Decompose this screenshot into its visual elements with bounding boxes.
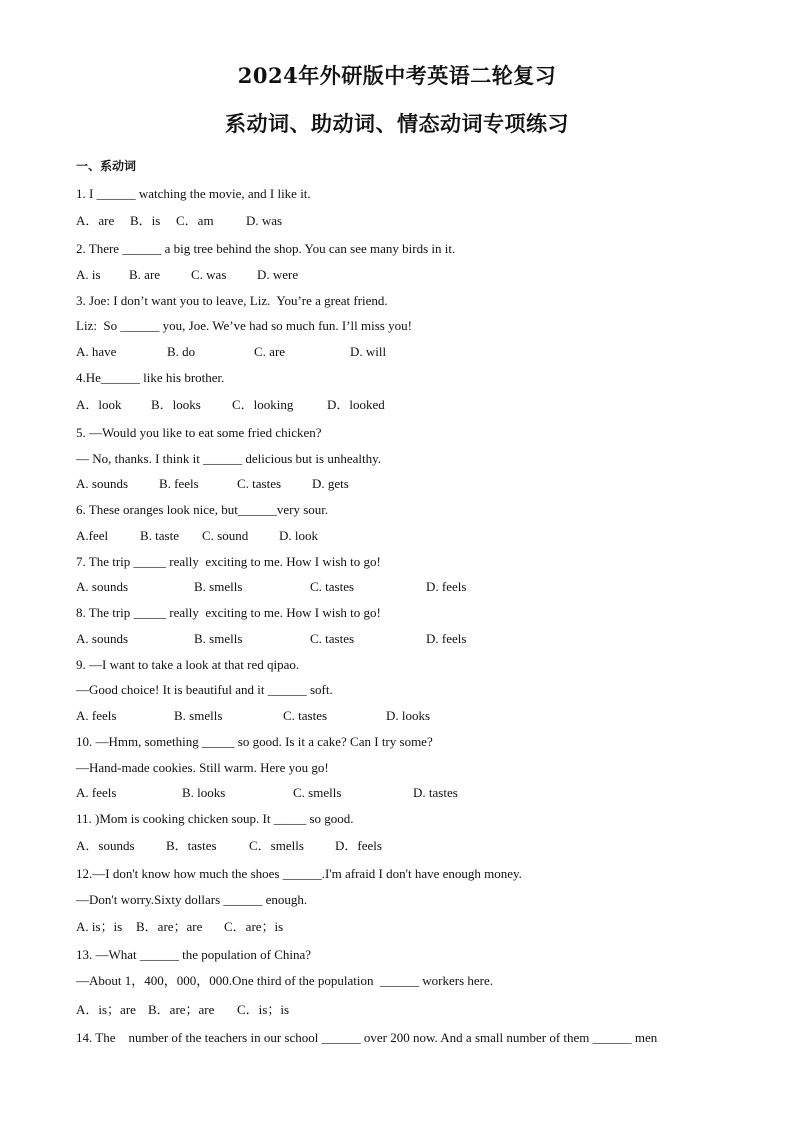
- question-4-stem: 4.He______ like his brother.: [76, 370, 225, 385]
- question-2-option-c: C. was: [191, 267, 227, 282]
- question-7-stem: 7. The trip _____ really exciting to me. How I wish to go!: [76, 554, 381, 569]
- question-2-option-d: D. were: [257, 267, 299, 282]
- question-12-stem-line1: 12.—I don't know how much the shoes ______.I'm afraid I don't have enough money.: [76, 866, 522, 881]
- document-title: 2024年外研版中考英语二轮复习: [237, 63, 557, 88]
- question-3-stem-line2: Liz: So ______ you, Joe. We’ve had so much fun. I’ll miss you!: [76, 318, 412, 333]
- question-9-option-d: D. looks: [386, 708, 431, 723]
- question-8-option-d: D. feels: [426, 631, 467, 646]
- question-3-option-c: C. are: [254, 344, 286, 359]
- question-12-option-a: A. is；is: [76, 919, 123, 934]
- question-13-option-a: A．is；are: [76, 1002, 136, 1017]
- question-12-option-c: C．are；is: [224, 919, 284, 934]
- question-13-stem-line1: 13. —What ______ the population of China?: [76, 947, 312, 962]
- question-10-option-b: B. looks: [182, 785, 226, 800]
- question-7-option-b: B. smells: [194, 579, 243, 594]
- question-10-stem-line1: 10. —Hmm, something _____ so good. Is it a cake? Can I try some?: [76, 734, 433, 749]
- question-9-option-b: B. smells: [174, 708, 223, 723]
- question-10-stem-line2: —Hand-made cookies. Still warm. Here you go!: [76, 760, 329, 775]
- question-6-option-d: D. look: [279, 528, 318, 543]
- question-8-option-c: C. tastes: [310, 631, 355, 646]
- question-14-stem: 14. The number of the teachers in our school ______ over 200 now. And a small number of them ______ men: [76, 1030, 658, 1045]
- question-6-option-a: A.feel: [76, 528, 109, 543]
- question-5-option-a: A. sounds: [76, 476, 129, 491]
- question-3-option-b: B. do: [167, 344, 196, 359]
- section-heading: 一、系动词: [76, 159, 137, 173]
- question-11-option-c: C．smells: [249, 838, 304, 853]
- question-12-stem-line2: —Don't worry.Sixty dollars ______ enough.: [76, 892, 308, 907]
- question-8-option-a: A. sounds: [76, 631, 129, 646]
- question-5-option-d: D. gets: [312, 476, 349, 491]
- question-11-stem: 11. )Mom is cooking chicken soup. It _____ so good.: [76, 811, 354, 826]
- question-7-option-d: D. feels: [426, 579, 467, 594]
- question-5-option-b: B. feels: [159, 476, 199, 491]
- question-2-option-a: A. is: [76, 267, 101, 282]
- question-3-option-a: A. have: [76, 344, 117, 359]
- question-12-option-b: B．are；are: [136, 919, 203, 934]
- question-1-option-a: A．are: [76, 213, 115, 228]
- question-9-stem-line1: 9. —I want to take a look at that red qipao.: [76, 657, 300, 672]
- question-10-option-a: A. feels: [76, 785, 117, 800]
- question-11-option-d: D．feels: [335, 838, 382, 853]
- question-7-option-a: A. sounds: [76, 579, 129, 594]
- question-11-option-a: A．sounds: [76, 838, 135, 853]
- question-9-stem-line2: —Good choice! It is beautiful and it ______ soft.: [76, 682, 333, 697]
- question-11-option-b: B．tastes: [166, 838, 217, 853]
- question-1-stem: 1. I ______ watching the movie, and I like it.: [76, 186, 311, 201]
- question-4-option-b: B．looks: [151, 397, 201, 412]
- question-4-option-c: C．looking: [232, 397, 294, 412]
- question-5-option-c: C. tastes: [237, 476, 282, 491]
- question-13-stem-line2: —About 1，400，000，000.One third of the population ______ workers here.: [76, 973, 494, 988]
- question-8-option-b: B. smells: [194, 631, 243, 646]
- question-5-stem-line2: — No, thanks. I think it ______ delicious but is unhealthy.: [76, 451, 381, 466]
- question-6-stem: 6. These oranges look nice, but______very sour.: [76, 502, 329, 517]
- question-6-option-c: C. sound: [202, 528, 249, 543]
- question-1-option-d: D. was: [246, 213, 283, 228]
- question-5-stem-line1: 5. —Would you like to eat some fried chicken?: [76, 425, 322, 440]
- question-1-option-b: B．is: [130, 213, 161, 228]
- question-10-option-c: C. smells: [293, 785, 342, 800]
- question-13-option-b: B．are；are: [148, 1002, 215, 1017]
- question-9-option-a: A. feels: [76, 708, 117, 723]
- document-subtitle: 系动词、助动词、情态动词专项练习: [225, 111, 569, 136]
- question-4-option-d: D．looked: [327, 397, 385, 412]
- question-2-stem: 2. There ______ a big tree behind the shop. You can see many birds in it.: [76, 241, 456, 256]
- question-6-option-b: B. taste: [140, 528, 179, 543]
- question-10-option-d: D. tastes: [413, 785, 458, 800]
- question-3-option-d: D. will: [350, 344, 387, 359]
- question-3-stem-line1: 3. Joe: I don’t want you to leave, Liz. You’re a great friend.: [76, 293, 388, 308]
- question-9-option-c: C. tastes: [283, 708, 328, 723]
- question-1-option-c: C．am: [176, 213, 214, 228]
- question-2-option-b: B. are: [129, 267, 161, 282]
- question-13-option-c: C．is；is: [237, 1002, 290, 1017]
- question-7-option-c: C. tastes: [310, 579, 355, 594]
- question-8-stem: 8. The trip _____ really exciting to me. How I wish to go!: [76, 605, 381, 620]
- question-4-option-a: A．look: [76, 397, 122, 412]
